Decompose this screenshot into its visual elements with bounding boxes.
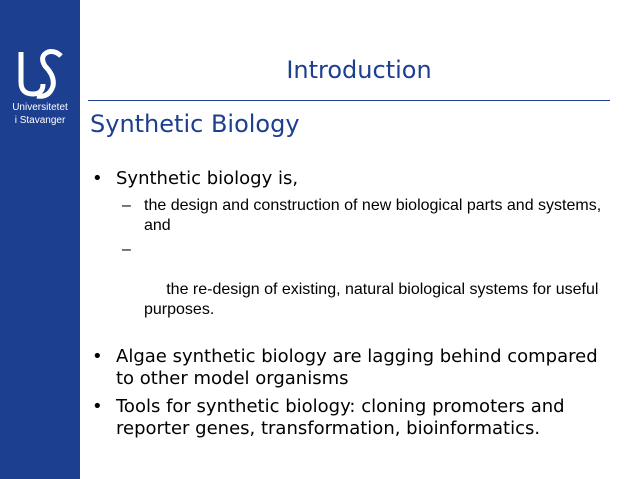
bullet-item bbox=[92, 396, 612, 440]
logo-text-line2: i Stavanger bbox=[14, 115, 66, 126]
sub-bullet-item bbox=[92, 196, 612, 236]
slide-subtitle: Synthetic Biology bbox=[90, 110, 300, 138]
slide-title: Introduction bbox=[286, 56, 432, 84]
bullet-item bbox=[92, 168, 612, 190]
sub-bullet-item bbox=[92, 240, 612, 340]
bullet-marker: • bbox=[92, 168, 103, 189]
uis-emblem-icon bbox=[15, 48, 65, 100]
slide-content bbox=[92, 168, 612, 446]
dash-marker: – bbox=[122, 241, 131, 258]
bullet-text: Tools for synthetic biology: cloning promoters and reporter genes, transformation, bioinformatics. bbox=[116, 396, 565, 439]
dash-marker: – bbox=[122, 197, 131, 214]
title-divider bbox=[88, 100, 610, 101]
sub-bullet-text: the re-design of existing, natural biological systems for useful purposes. bbox=[144, 281, 603, 318]
bullet-item bbox=[92, 346, 612, 390]
sub-bullet-text: the design and construction of new biological parts and systems, and bbox=[144, 197, 602, 234]
bullet-text: Synthetic biology is, bbox=[116, 168, 299, 189]
bullet-marker: • bbox=[92, 396, 103, 417]
sidebar-band bbox=[0, 0, 80, 479]
bullet-text: Algae synthetic biology are lagging behind compared to other model organisms bbox=[116, 346, 598, 389]
university-logo bbox=[0, 48, 80, 126]
logo-text-line1: Universitetet bbox=[12, 102, 68, 113]
bullet-marker: • bbox=[92, 346, 103, 367]
